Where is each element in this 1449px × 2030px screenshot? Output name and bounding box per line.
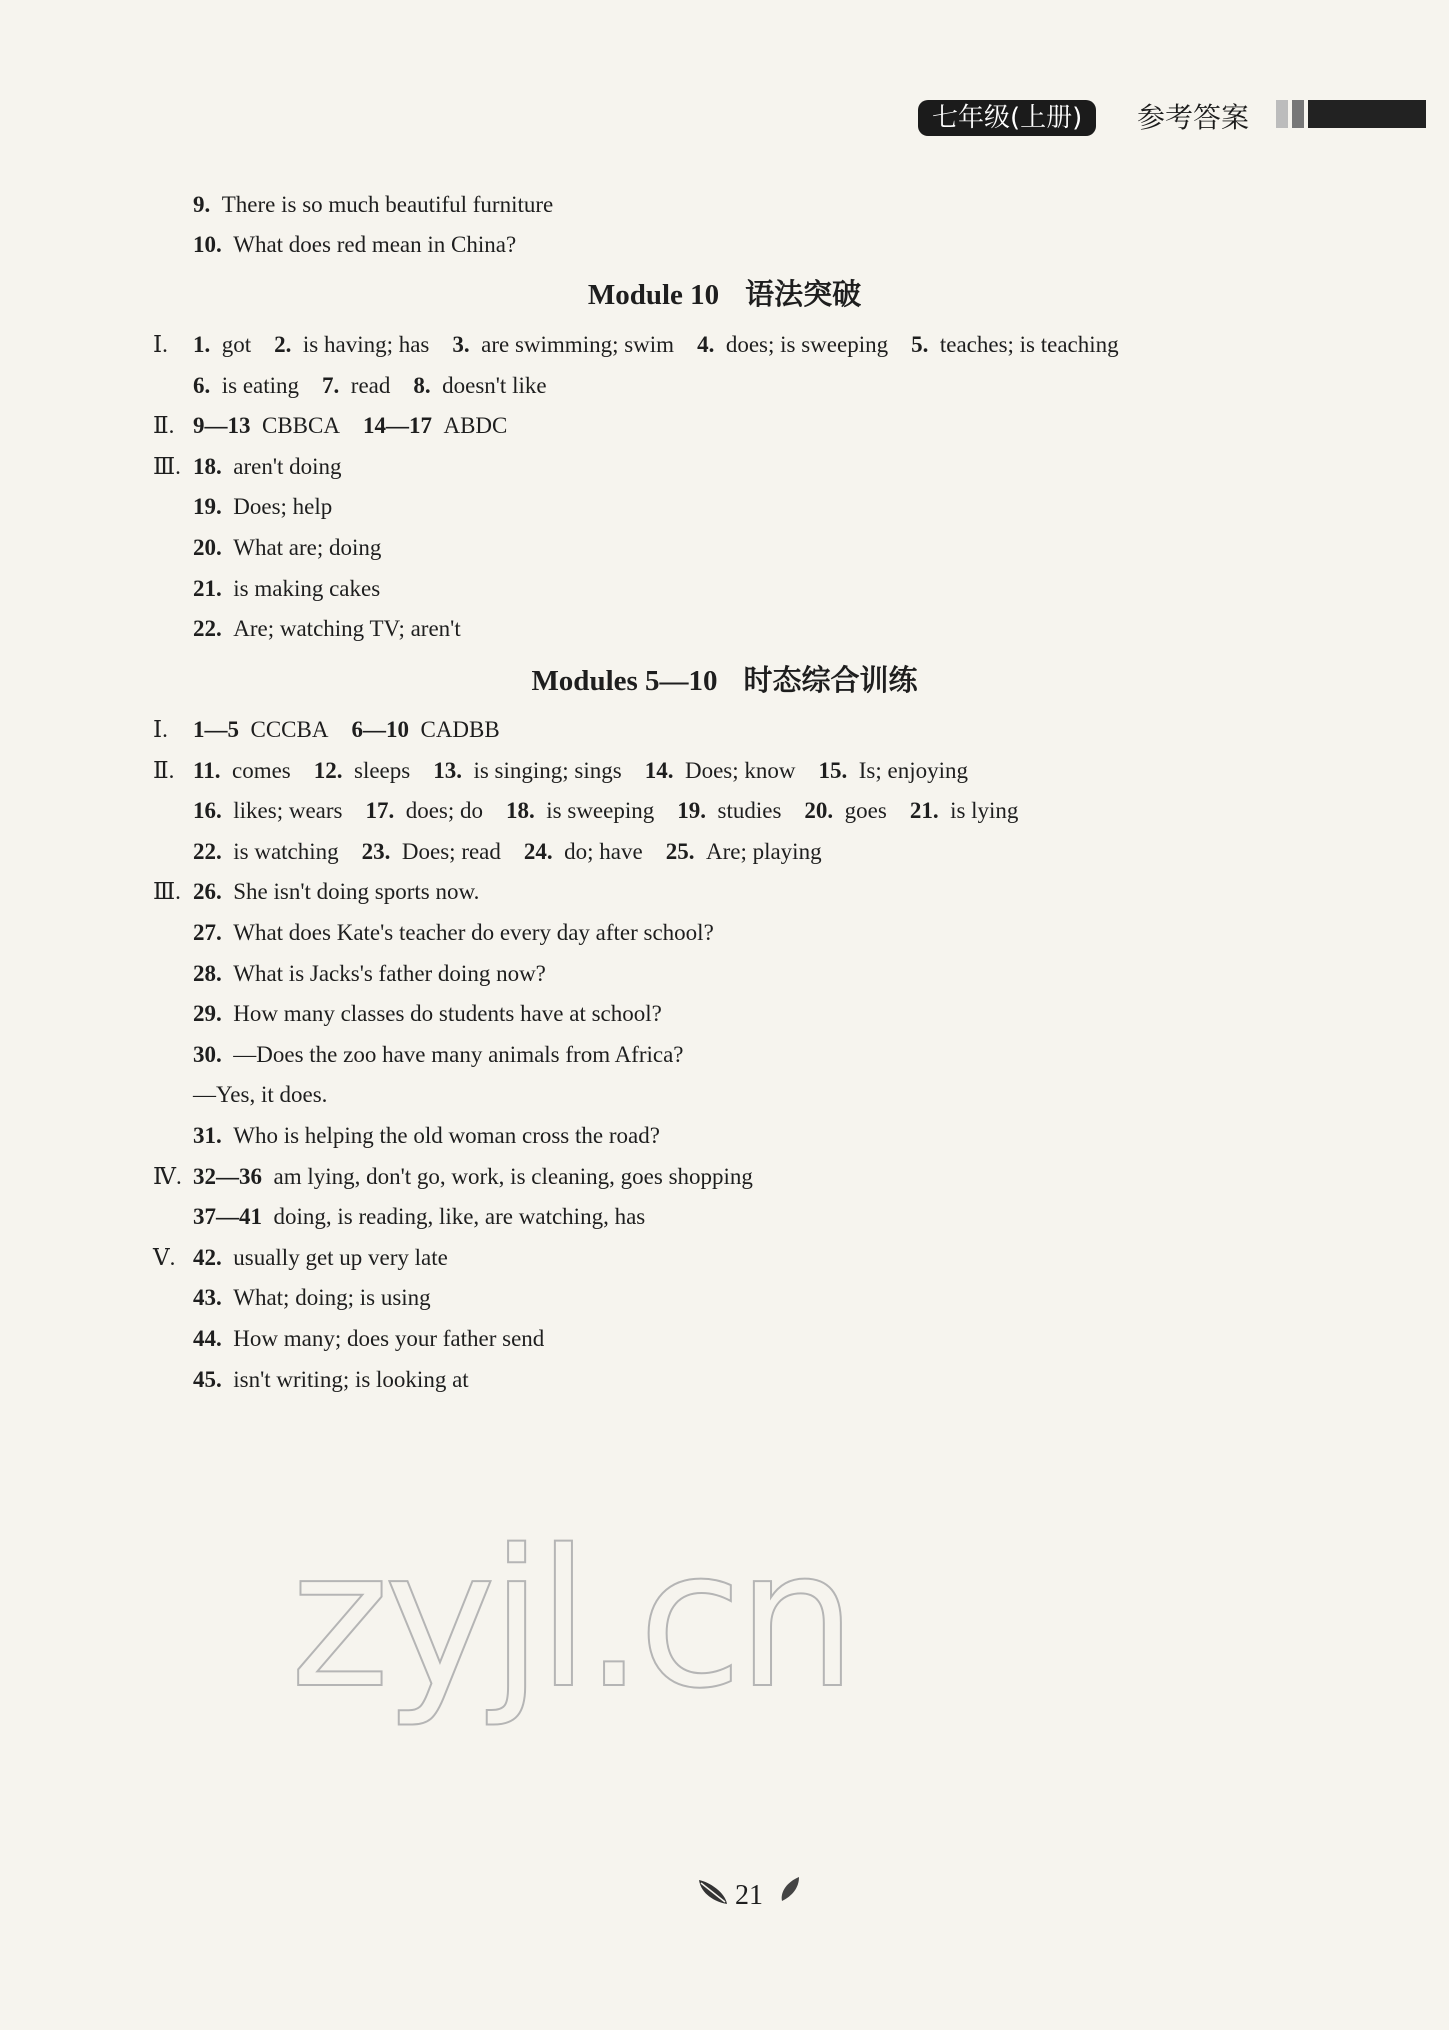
answer-text: got <box>221 332 252 357</box>
answer-text: She isn't doing sports now. <box>233 879 480 905</box>
answer-text: What is Jacks's father doing now? <box>233 960 546 986</box>
section-numeral: Ⅰ. <box>153 717 168 742</box>
answer-text: does; is sweeping <box>725 332 889 357</box>
answer-text: How many classes do students have at school? <box>233 1001 662 1027</box>
answer-text: is eating <box>221 372 300 398</box>
answer-text: Who is helping the old woman cross the road? <box>233 1123 660 1148</box>
answer-text: What; doing; is using <box>233 1285 431 1311</box>
question-number: 31. <box>193 1123 222 1148</box>
question-number: 9. <box>193 192 211 217</box>
answer-text: is watching <box>233 838 339 864</box>
section-title <box>0 660 1449 701</box>
answer-text: Does; read <box>401 838 501 864</box>
answer-text: comes <box>231 757 291 783</box>
question-number: 26. <box>193 879 222 905</box>
question-number: 14. <box>644 757 674 783</box>
question-number: 32—36 <box>193 1163 262 1189</box>
section-title <box>0 274 1449 315</box>
section-numeral: Ⅱ. <box>153 413 175 439</box>
question-number: 17. <box>365 798 395 824</box>
question-number: 23. <box>361 838 391 864</box>
section-numeral: Ⅲ. <box>153 453 181 479</box>
answer-line <box>193 1324 544 1354</box>
question-number: 21. <box>193 575 222 601</box>
question-number: 18. <box>193 453 222 479</box>
answer-text: Is; enjoying <box>858 757 969 783</box>
question-number: 22. <box>193 616 222 642</box>
section-numeral: Ⅲ. <box>153 879 181 905</box>
header-decoration <box>1276 100 1426 128</box>
answer-text: aren't doing <box>233 453 342 479</box>
question-number: 8. <box>413 372 431 398</box>
answer-text: What does Kate's teacher do every day after school? <box>233 920 714 945</box>
leaf-left-icon <box>695 1874 731 1908</box>
question-number: 13. <box>433 757 462 783</box>
question-number: 4. <box>697 332 715 357</box>
section-numeral: Ⅴ. <box>153 1244 176 1270</box>
answer-text: is singing; sings <box>473 757 622 783</box>
section-numeral: Ⅱ. <box>153 757 175 783</box>
answer-text: CCCBA <box>250 717 329 742</box>
grade-badge: 七年级(上册) <box>918 100 1096 136</box>
answer-text: doing, is reading, like, are watching, has <box>273 1204 646 1230</box>
answer-line <box>193 837 822 867</box>
answer-line <box>153 452 342 482</box>
answer-text: There is so much beautiful furniture <box>221 192 554 217</box>
question-number: 22. <box>193 838 222 864</box>
question-number: 3. <box>452 332 470 357</box>
answer-text: What does red mean in China? <box>233 232 517 257</box>
question-number: 44. <box>193 1326 222 1351</box>
answer-line <box>153 411 508 441</box>
answer-text: is sweeping <box>546 798 655 824</box>
section-numeral: Ⅳ. <box>153 1163 182 1189</box>
answer-text: is having; has <box>302 332 430 357</box>
answer-text: ABDC <box>443 413 508 439</box>
answer-line <box>193 230 516 260</box>
answer-line <box>193 1040 684 1070</box>
question-number: 1—5 <box>193 717 239 742</box>
watermark: zyjl.cn <box>290 1509 852 1730</box>
answer-line <box>193 492 332 522</box>
question-number: 11. <box>193 757 221 783</box>
answer-line <box>153 756 969 786</box>
question-number: 9—13 <box>193 413 251 439</box>
question-number: 18. <box>506 798 535 824</box>
question-number: 19. <box>193 494 222 520</box>
answer-line <box>153 330 1119 360</box>
answer-line <box>193 918 714 948</box>
answer-text: read <box>350 372 391 398</box>
answer-line <box>193 574 380 604</box>
answer-text: studies <box>717 798 782 824</box>
question-number: 15. <box>818 757 848 783</box>
question-number: 19. <box>677 798 706 824</box>
answer-text: goes <box>844 798 887 824</box>
section-title-en: Modules 5—10 <box>531 665 718 697</box>
answer-text: What are; doing <box>233 535 382 560</box>
answer-text: is making cakes <box>233 575 381 601</box>
question-number: 6. <box>193 372 211 398</box>
answer-text: —Yes, it does. <box>193 1082 328 1108</box>
question-number: 29. <box>193 1001 222 1027</box>
question-number: 14—17 <box>362 413 432 439</box>
question-number: 21. <box>909 798 939 824</box>
question-number: 12. <box>313 757 343 783</box>
answer-line <box>193 533 381 563</box>
answer-line <box>193 1080 327 1110</box>
answer-text: sleeps <box>354 757 411 783</box>
question-number: 25. <box>665 838 695 864</box>
section-title-cn: 时态综合训练 <box>743 663 918 697</box>
answer-text: likes; wears <box>233 798 343 824</box>
answer-text: teaches; is teaching <box>939 332 1119 357</box>
leaf-right-icon <box>777 1874 803 1904</box>
answer-line <box>193 1283 431 1313</box>
answer-text: is lying <box>950 798 1019 824</box>
answer-text: —Does the zoo have many animals from Africa? <box>233 1041 684 1067</box>
question-number: 16. <box>193 798 222 824</box>
answer-text: How many; does your father send <box>233 1326 545 1351</box>
answer-line <box>193 999 662 1029</box>
question-number: 27. <box>193 920 222 945</box>
question-number: 24. <box>523 838 553 864</box>
question-number: 20. <box>193 535 222 560</box>
answer-line <box>153 1243 448 1273</box>
answer-line <box>193 1121 660 1151</box>
question-number: 5. <box>911 332 929 357</box>
answer-line <box>193 190 553 220</box>
answer-text: Does; know <box>684 757 796 783</box>
answer-line <box>193 1202 645 1232</box>
section-title-en: Module 10 <box>587 279 720 311</box>
answer-line <box>193 371 547 401</box>
answer-text: are swimming; swim <box>481 332 675 357</box>
answer-text: Are; playing <box>705 838 822 864</box>
answer-line <box>193 1365 469 1395</box>
answer-text: doesn't like <box>442 372 547 398</box>
question-number: 30. <box>193 1041 222 1067</box>
question-number: 37—41 <box>193 1204 262 1230</box>
section-title-cn: 语法突破 <box>745 277 862 311</box>
answer-text: isn't writing; is looking at <box>233 1366 469 1392</box>
question-number: 20. <box>804 798 834 824</box>
section-numeral: Ⅰ. <box>153 332 168 357</box>
answer-text: Does; help <box>233 494 333 520</box>
question-number: 28. <box>193 960 222 986</box>
question-number: 43. <box>193 1285 222 1311</box>
answer-key-title: 参考答案 <box>1137 101 1250 134</box>
answer-text: do; have <box>564 838 643 864</box>
page-number: 21 <box>735 1880 763 1911</box>
answer-text: does; do <box>405 798 484 824</box>
answer-text: CADBB <box>420 717 500 742</box>
question-number: 42. <box>193 1244 222 1270</box>
answer-line <box>193 614 461 644</box>
question-number: 45. <box>193 1366 222 1392</box>
answer-line <box>193 796 1018 826</box>
answer-text: Are; watching TV; aren't <box>233 616 461 642</box>
answer-line <box>153 715 500 745</box>
question-number: 6—10 <box>351 717 409 742</box>
answer-text: usually get up very late <box>233 1244 448 1270</box>
answer-text: CBBCA <box>262 413 340 439</box>
question-number: 10. <box>193 232 222 257</box>
answer-text: am lying, don't go, work, is cleaning, goes shopping <box>273 1163 753 1189</box>
answer-line <box>153 1162 753 1192</box>
answer-line <box>153 877 480 907</box>
question-number: 1. <box>193 332 211 357</box>
question-number: 2. <box>274 332 292 357</box>
answer-line <box>193 959 546 989</box>
question-number: 7. <box>322 372 340 398</box>
